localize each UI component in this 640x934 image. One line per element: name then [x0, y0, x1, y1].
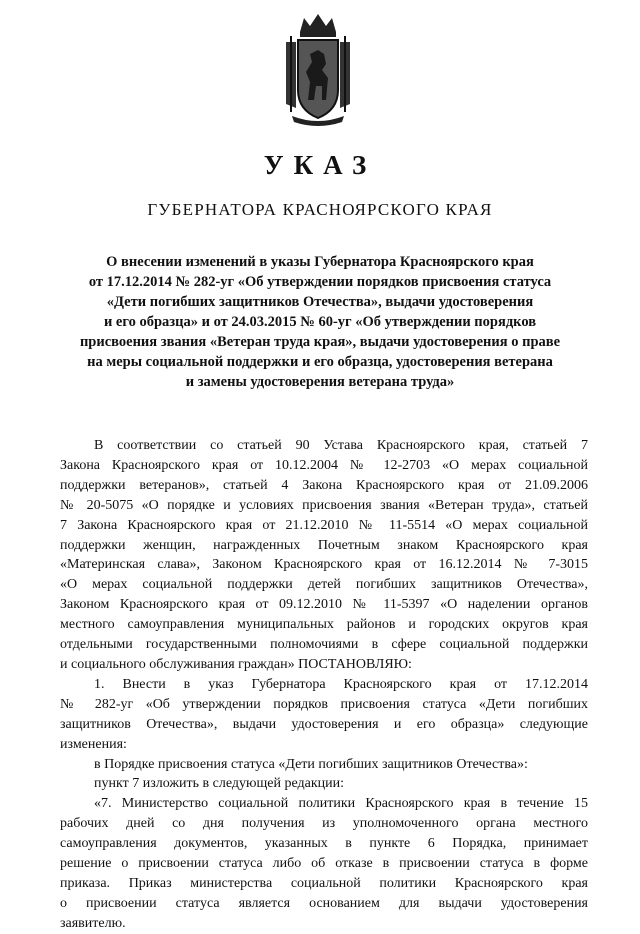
- body-line: отдельными государственными полномочиями в сфере социальной поддержки: [60, 637, 588, 653]
- decree-heading: [60, 252, 580, 392]
- body-line: местного самоуправления муниципальных районов и городских округов края: [60, 617, 588, 633]
- heading-line: и замены удостоверения ветерана труда»: [185, 374, 455, 390]
- body-line: пункт 7 изложить в следующей редакции:: [94, 776, 344, 792]
- body-line: «Материнская слава», Законом Красноярского края от 16.12.2014 № 7-3015: [60, 557, 588, 573]
- heading-line: О внесении изменений в указы Губернатора Красноярского края: [106, 254, 534, 270]
- body-line: и социального обслуживания граждан» ПОСТАНОВЛЯЮ:: [60, 656, 412, 672]
- decree-body: [60, 436, 588, 934]
- body-line: № 282-уг «Об утверждении порядков присвоения статуса «Дети погибших: [60, 696, 588, 712]
- body-line: защитников Отечества», выдачи удостоверения и его образца» следующие: [60, 716, 588, 732]
- body-line: решение о присвоении статуса либо об отказе в присвоении статуса в форме: [60, 856, 588, 872]
- heading-line: «Дети погибших защитников Отечества», выдачи удостоверения: [106, 294, 534, 310]
- body-line: «О мерах социальной поддержки детей погибших защитников Отечества»,: [60, 577, 588, 593]
- body-line: о присвоении статуса является основанием для выдачи удостоверения: [60, 895, 588, 911]
- document-title: УКАЗ: [263, 150, 377, 180]
- body-line: изменения:: [60, 736, 127, 752]
- body-line: рабочих дней со дня получения из уполномоченного органа местного: [60, 816, 588, 832]
- body-line: поддержки ветеранов», статьей 4 Закона Красноярского края от 21.09.2006: [60, 477, 588, 493]
- document-subtitle: ГУБЕРНАТОРА КРАСНОЯРСКОГО КРАЯ: [147, 200, 493, 219]
- body-line: «7. Министерство социальной политики Красноярского края в течение 15: [94, 796, 588, 812]
- heading-line: и его образца» и от 24.03.2015 № 60-уг «Об утверждении порядков: [103, 314, 537, 330]
- body-line: в Порядке присвоения статуса «Дети погибших защитников Отечества»:: [94, 756, 528, 772]
- body-line: № 20-5075 «О порядке и условиях присвоения звания «Ветеран труда», статьей: [60, 497, 588, 513]
- body-line: 7 Закона Красноярского края от 21.12.2010 № 11-5514 «О мерах социальной: [60, 517, 588, 533]
- body-line: Законом Красноярского края от 09.12.2010 № 11-5397 «О наделении органов: [60, 597, 588, 613]
- body-line: Закона Красноярского края от 10.12.2004 № 12-2703 «О мерах социальной: [60, 457, 588, 473]
- coat-of-arms-icon: [282, 12, 354, 130]
- body-line: поддержки женщин, награжденных Почетным знаком Красноярского края: [60, 537, 588, 553]
- body-line: самоуправления документов, указанных в пункте 6 Порядка, принимает: [60, 836, 588, 852]
- heading-line: присвоения звания «Ветеран труда края», выдачи удостоверения о праве: [79, 334, 561, 350]
- body-line: 1. Внести в указ Губернатора Красноярского края от 17.12.2014: [94, 676, 588, 692]
- body-line: В соответствии со статьей 90 Устава Красноярского края, статьей 7: [94, 438, 588, 453]
- heading-line: от 17.12.2014 № 282-уг «Об утверждении порядков присвоения статуса: [88, 274, 552, 290]
- body-line: приказа. Приказ министерства социальной политики Красноярского края: [60, 875, 588, 891]
- heading-line: на меры социальной поддержки и его образца, удостоверения ветерана: [87, 354, 553, 370]
- body-line: заявителю.: [60, 915, 126, 931]
